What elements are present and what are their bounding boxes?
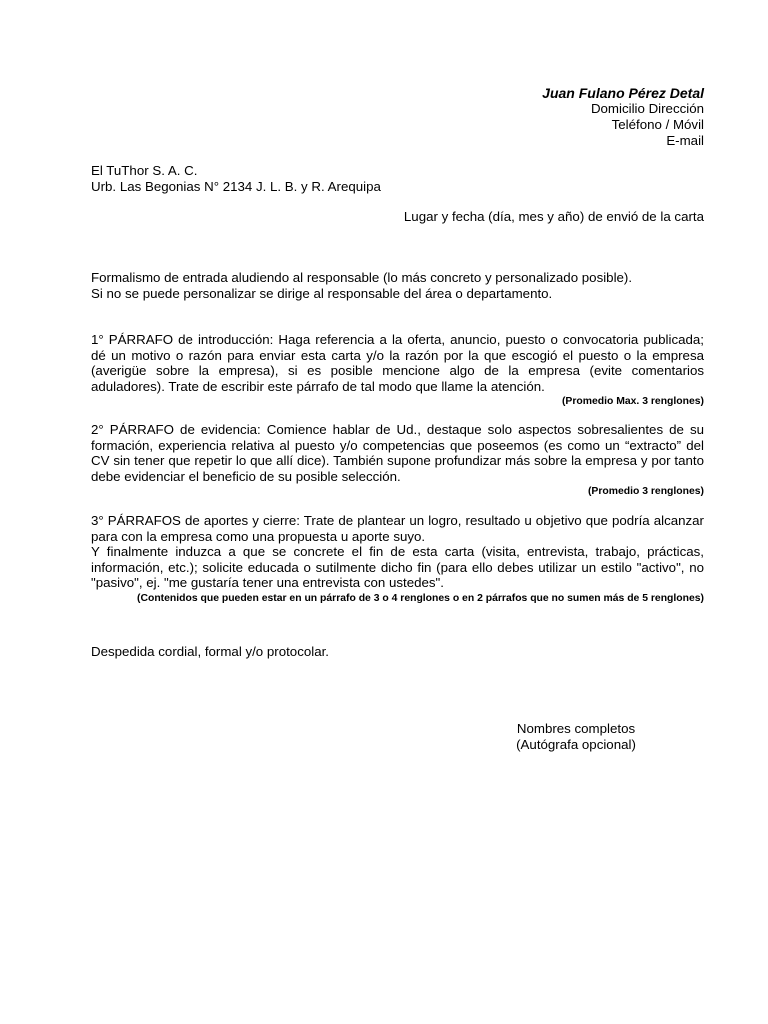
date-line: Lugar y fecha (día, mes y año) de envió de la carta — [403, 209, 704, 224]
paragraph-contributions-text: 3° PÁRRAFOS de aportes y cierre: Trate de plantear un logro, resultado u objetivo que podría alcanzar para con la empresa como una propuesta u aporte suyo. — [91, 513, 704, 544]
recipient-block — [91, 163, 381, 195]
paragraph-closing-note: (Contenidos que pueden estar en un párrafo de 3 o 4 renglones o en 2 párrafos que no sumen más de 5 renglones) — [137, 592, 704, 604]
sender-email: E-mail — [666, 133, 704, 148]
paragraph-introduction — [91, 332, 704, 408]
paragraph-evidence-text: 2° PÁRRAFO de evidencia: Comience hablar de Ud., destaque solo aspectos sobresalientes de su formación, experiencia relativa al puesto y/o competencias que poseemos (es como un “extracto” del CV sin tener que repetir lo que allí dice). También supone profundizar más sobre la empresa y por tanto debe evidenciar el beneficio de su posible selección. — [91, 422, 704, 484]
paragraph-final-request-text: Y finalmente induzca a que se concrete el fin de esta carta (visita, entrevista, trabajo, prácticas, información, etc.); solicite educada o sutilmente dicho fin (para ello debes utilizar un estilo "activo", no "pasivo", ej. "me gustaría tener una entrevista con ustedes". — [91, 544, 704, 590]
greeting-line-2: Si no se puede personalizar se dirige al responsable del área o departamento. — [91, 285, 553, 301]
signature-note: (Autógrafa opcional) — [516, 737, 636, 752]
paragraph-introduction-note: (Promedio Max. 3 renglones) — [561, 396, 704, 407]
paragraph-evidence — [91, 422, 704, 498]
greeting-line-1: Formalismo de entrada aludiendo al responsable (lo más concreto y personalizado posible). — [91, 270, 633, 285]
sender-phone: Teléfono / Móvil — [611, 117, 704, 132]
signature-name: Nombres completos — [516, 721, 636, 736]
signature-block — [506, 721, 646, 753]
greeting-block — [91, 270, 704, 301]
sender-address: Domicilio Dirección — [590, 101, 704, 116]
paragraph-closing-contributions — [91, 513, 704, 605]
sender-name: Juan Fulano Pérez Detal — [542, 85, 704, 101]
recipient-address: Urb. Las Begonias N° 2134 J. L. B. y R. Arequipa — [91, 179, 381, 194]
sender-block — [542, 85, 704, 149]
closing-line: Despedida cordial, formal y/o protocolar. — [91, 644, 329, 659]
paragraph-introduction-text: 1° PÁRRAFO de introducción: Haga referencia a la oferta, anuncio, puesto o convocatoria publicada; dé un motivo o razón para enviar esta carta y/o la razón por la que escogió el puesto o la empresa (averigüe sobre la empresa), si es posible mencione algo de la empresa (evite comentarios aduladores). Trate de escribir este párrafo de tal modo que llame la atención. — [91, 332, 704, 394]
paragraph-evidence-note: (Promedio 3 renglones) — [587, 486, 704, 497]
recipient-company: El TuThor S. A. C. — [91, 163, 198, 178]
